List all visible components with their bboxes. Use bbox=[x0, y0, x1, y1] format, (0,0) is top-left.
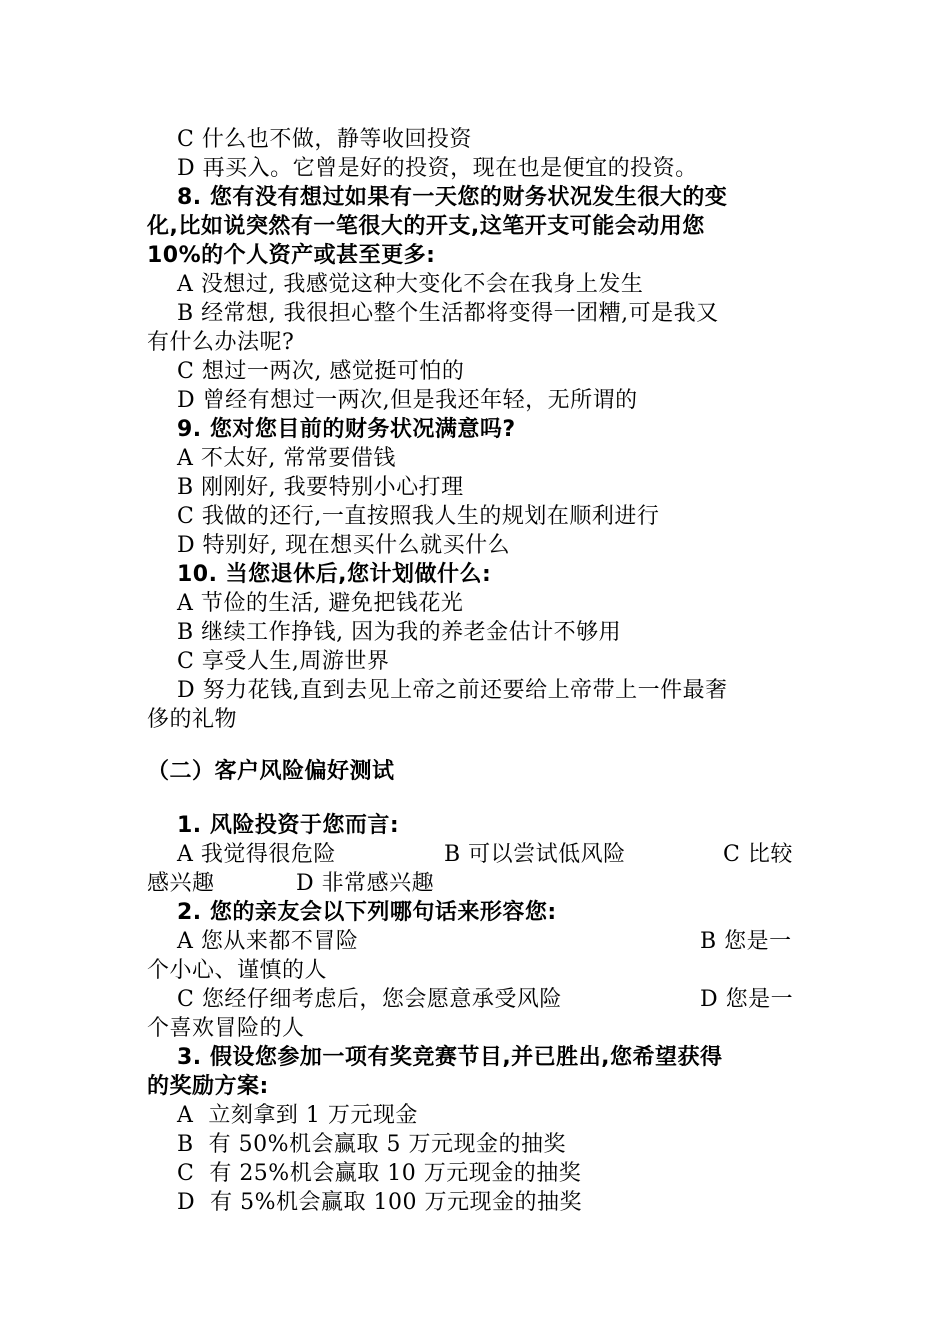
q9-option-b: B 刚刚好, 我要特别小心打理 bbox=[177, 475, 464, 500]
q8-option-c: C 想过一两次, 感觉挺可怕的 bbox=[177, 359, 465, 384]
q8-option-b-line-2: 有什么办法呢? bbox=[147, 330, 295, 355]
risk-question-2: 2. 您的亲友会以下列哪句话来形容您: bbox=[177, 900, 557, 925]
question-8-line-3: 10%的个人资产或甚至更多: bbox=[147, 243, 436, 268]
risk-q2-option-a: A 您从来都不冒险 bbox=[177, 929, 359, 954]
q9-option-d: D 特别好, 现在想买什么就买什么 bbox=[177, 533, 511, 558]
risk-q1-option-c-line-1: C 比较 bbox=[723, 842, 793, 867]
q10-option-a: A 节俭的生活, 避免把钱花光 bbox=[177, 591, 464, 616]
risk-q2-option-d-line-1: D 您是一 bbox=[700, 987, 794, 1012]
q10-option-b: B 继续工作挣钱, 因为我的养老金估计不够用 bbox=[177, 620, 622, 645]
q10-option-d-line-2: 侈的礼物 bbox=[147, 707, 238, 732]
risk-q3-option-c: C 有 25%机会赢取 10 万元现金的抽奖 bbox=[177, 1161, 582, 1186]
risk-q3-option-d: D 有 5%机会赢取 100 万元现金的抽奖 bbox=[177, 1190, 582, 1215]
risk-q3-option-a: A 立刻拿到 1 万元现金 bbox=[177, 1103, 418, 1128]
risk-q2-option-d-line-2: 个喜欢冒险的人 bbox=[147, 1016, 305, 1041]
risk-q3-option-b: B 有 50%机会赢取 5 万元现金的抽奖 bbox=[177, 1132, 567, 1157]
risk-q1-option-a: A 我觉得很危险 bbox=[177, 842, 336, 867]
risk-q1-option-d: D 非常感兴趣 bbox=[296, 871, 435, 896]
risk-q1-option-b: B 可以尝试低风险 bbox=[444, 842, 626, 867]
risk-question-1: 1. 风险投资于您而言: bbox=[177, 813, 400, 838]
risk-question-3-line-1: 3. 假设您参加一项有奖竞赛节目,并已胜出,您希望获得 bbox=[177, 1045, 723, 1070]
q8-option-d: D 曾经有想过一两次,但是我还年轻，无所谓的 bbox=[177, 388, 638, 413]
risk-question-3-line-2: 的奖励方案: bbox=[147, 1074, 269, 1099]
q10-option-c: C 享受人生,周游世界 bbox=[177, 649, 390, 674]
q7-option-d: D 再买入。它曾是好的投资，现在也是便宜的投资。 bbox=[177, 156, 698, 181]
question-8-line-2: 化,比如说突然有一笔很大的开支,这笔开支可能会动用您 bbox=[147, 214, 705, 239]
section-heading: （二）客户风险偏好测试 bbox=[147, 759, 395, 784]
q7-option-c: C 什么也不做，静等收回投资 bbox=[177, 127, 472, 152]
q8-option-b-line-1: B 经常想, 我很担心整个生活都将变得一团糟,可是我又 bbox=[177, 301, 719, 326]
q9-option-c: C 我做的还行,一直按照我人生的规划在顺利进行 bbox=[177, 504, 660, 529]
q10-option-d-line-1: D 努力花钱,直到去见上帝之前还要给上帝带上一件最奢 bbox=[177, 678, 728, 703]
risk-q2-option-c: C 您经仔细考虑后，您会愿意承受风险 bbox=[177, 987, 562, 1012]
question-10: 10. 当您退休后,您计划做什么: bbox=[177, 562, 492, 587]
risk-q1-option-c-line-2: 感兴趣 bbox=[147, 871, 215, 896]
question-8-line-1: 8. 您有没有想过如果有一天您的财务状况发生很大的变 bbox=[177, 185, 728, 210]
risk-q2-option-b-line-2: 个小心、谨慎的人 bbox=[147, 958, 328, 983]
risk-q2-option-b-line-1: B 您是一 bbox=[700, 929, 792, 954]
question-9: 9. 您对您目前的财务状况满意吗? bbox=[177, 417, 516, 442]
q8-option-a: A 没想过, 我感觉这种大变化不会在我身上发生 bbox=[177, 272, 644, 297]
q9-option-a: A 不太好, 常常要借钱 bbox=[177, 446, 396, 471]
